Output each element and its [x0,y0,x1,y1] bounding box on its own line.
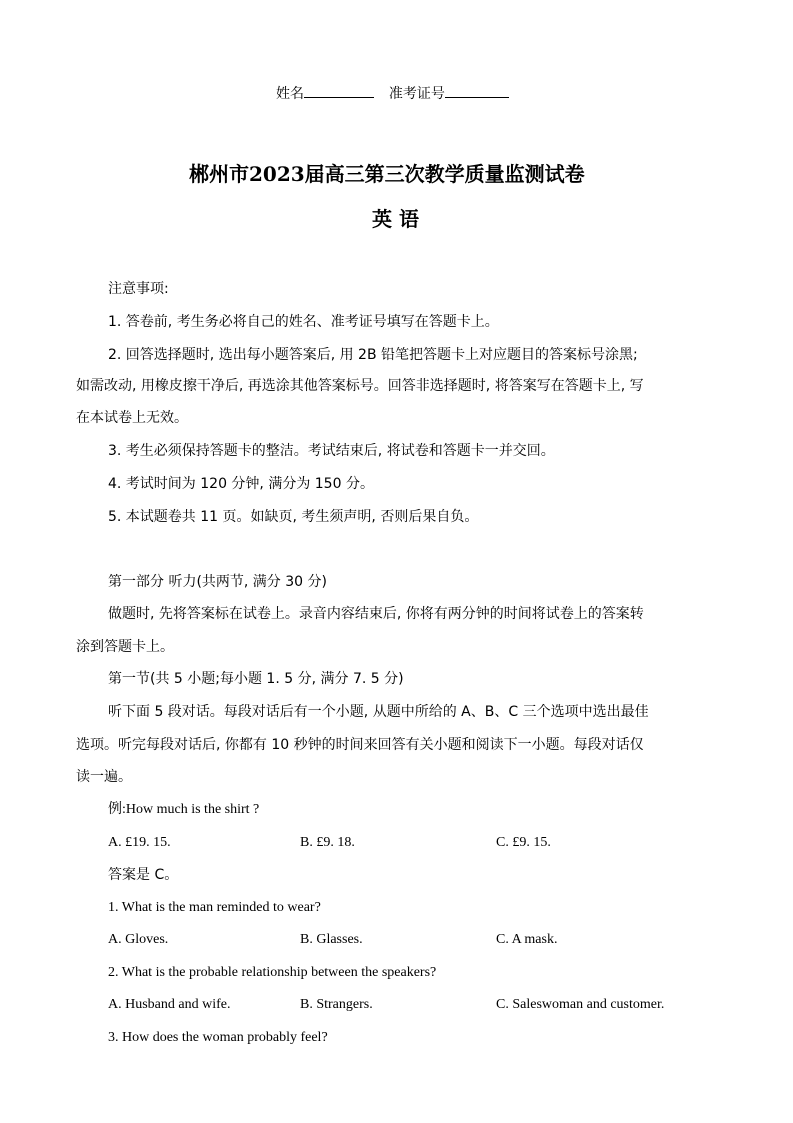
example-option-b: B. £9. 18. [300,835,355,850]
part1-heading: 第一部分 听力(共两节, 满分 30 分) [108,574,327,590]
section1-heading: 第一节(共 5 小题;每小题 1. 5 分, 满分 7. 5 分) [108,671,404,687]
example-option-c: C. £9. 15. [496,835,551,850]
question-1: 1. What is the man reminded to wear? [108,900,321,915]
notes-item-2-line-3: 在本试卷上无效。 [76,410,188,426]
notes-item-2-line-1: 2. 回答选择题时, 选出每小题答案后, 用 2B 铅笔把答题卡上对应题目的答案标号涂黑; [108,347,638,363]
part1-intro-line-1: 做题时, 先将答案标在试卷上。录音内容结束后, 你将有两分钟的时间将试卷上的答案转 [108,606,644,622]
notes-item-4: 4. 考试时间为 120 分钟, 满分为 150 分。 [108,476,374,492]
subject-title: 英 语 [372,207,419,231]
name-label: 姓名 [276,86,304,102]
example-question: 例:How much is the shirt ? [108,802,260,817]
section1-line-3: 读一遍。 [76,769,132,785]
question-1-option-a: A. Gloves. [108,932,169,947]
question-2-option-b: B. Strangers. [300,997,373,1012]
section1-line-2: 选项。听完每段对话后, 你都有 10 秒钟的时间来回答有关小题和阅读下一小题。每段对话仅 [76,737,644,753]
example-option-a: A. £19. 15. [108,835,171,850]
question-1-option-c: C. A mask. [496,932,558,947]
question-2-option-a: A. Husband and wife. [108,997,231,1012]
question-2-option-c: C. Saleswoman and customer. [496,997,665,1012]
example-answer: 答案是 C。 [108,867,179,883]
part1-intro-line-2: 涂到答题卡上。 [76,639,174,655]
name-blank[interactable] [304,83,374,98]
notes-item-2-line-2: 如需改动, 用橡皮擦干净后, 再选涂其他答案标号。回答非选择题时, 将答案写在答题卡上, 写 [76,378,644,394]
exam-no-blank[interactable] [445,83,509,98]
question-3: 3. How does the woman probably feel? [108,1030,328,1045]
notes-item-1: 1. 答卷前, 考生务必将自己的姓名、准考证号填写在答题卡上。 [108,314,499,330]
exam-no-label: 准考证号 [388,86,445,102]
notes-item-3: 3. 考生必须保持答题卡的整洁。考试结束后, 将试卷和答题卡一并交回。 [108,443,555,459]
notes-item-5: 5. 本试题卷共 11 页。如缺页, 考生须声明, 否则后果自负。 [108,509,479,525]
question-1-option-b: B. Glasses. [300,932,363,947]
exam-title: 郴州市2023届高三第三次教学质量监测试卷 [189,162,585,186]
question-2: 2. What is the probable relationship between the speakers? [108,965,437,980]
notes-heading: 注意事项: [108,281,169,297]
section1-line-1: 听下面 5 段对话。每段对话后有一个小题, 从题中所给的 A、B、C 三个选项中选出最佳 [108,704,649,720]
name-field [276,83,509,104]
